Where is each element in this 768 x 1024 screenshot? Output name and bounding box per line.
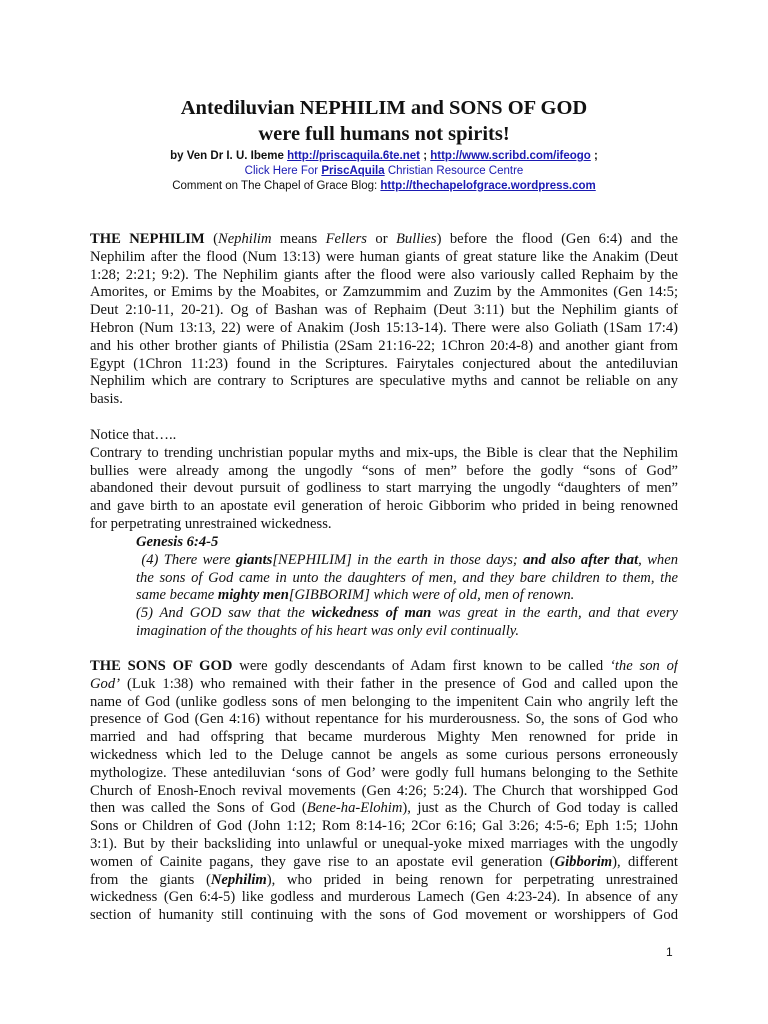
nephilim-paragraph	[90, 231, 678, 409]
sons-line: wickedness which led to the Deluge cannot be angels as some curious persons erroneously	[90, 746, 678, 763]
nephilim-line: THE NEPHILIM (Nephilim means Fellers or Bullies) before the flood (Gen 6:4) and the	[90, 231, 678, 247]
sons-line: mythologize. These antediluvian ‘sons of God’ were godly full humans belonging to the Sethite	[90, 764, 678, 781]
title-line-2: were full humans not spirits!	[258, 123, 510, 145]
sons-line: Church of Enosh-Enoch revival movements (Gen 4:26; 5:24). The Church that worshipped God	[90, 782, 678, 799]
sons-line: women of Cainite pagans, they gave rise to an apostate evil generation (Gibborim), different	[90, 853, 678, 870]
page-number: 1	[666, 945, 673, 959]
comment-text: Comment on The Chapel of Grace Blog:	[172, 180, 381, 192]
nephilim-line: Amorites, or Emims by the Moabites, or Zamzummim and Zuzim by the Ammonites (Gen 14:5;	[90, 284, 678, 301]
contrary-line: Contrary to trending unchristian popular myths and mix-ups, the Bible is clear that the Nephilim	[90, 444, 678, 461]
comment-line	[0, 179, 768, 194]
sons-line: from the giants (Nephilim), who prided in being renown for perpetrating unrestrained	[90, 871, 678, 888]
author-text: by Ven Dr I. U. Ibeme	[170, 150, 288, 162]
sons-line: THE SONS OF GOD were godly descendants of Adam first known to be called ‘the son of	[90, 658, 678, 674]
sons-line: 3:1). But by their backsliding into unlawful or unequal-yoke mixed marriages with the ungodly	[90, 835, 678, 852]
sons-line: name of God (unlike godless sons of men belonging to the impenitent Cain who angrily left the	[90, 693, 678, 710]
contrary-line: bullies were already among the ungodly “sons of men” before the godly “sons of God”	[90, 462, 678, 479]
quote-line: (4) There were giants[NEPHILIM] in the earth in those days; and also after that, when	[136, 551, 678, 568]
quote-line: (5) And GOD saw that the wickedness of man was great in the earth, and that every	[136, 605, 678, 622]
nephilim-line: Egypt (1Chron 11:23) found in the Scriptures. Fairytales conjectured about the antediluvian	[90, 355, 678, 372]
contrary-line: for perpetrating unrestrained wickedness.	[90, 515, 332, 532]
notice-paragraph	[90, 427, 678, 534]
nephilim-line: 1:28; 2:21; 9:2). The Nephilim giants after the flood were also variously called Rephaim by the	[90, 266, 678, 283]
scribd-link[interactable]: http://www.scribd.com/ifeogo	[430, 150, 591, 162]
sons-line: God’ (Luk 1:38) who remained with their father in the presence of God and called upon the	[90, 675, 678, 692]
nephilim-line: Nephilim which are contrary to Scriptures are speculative myths and cannot be reliable on any	[90, 373, 678, 390]
sons-of-god-paragraph	[90, 658, 678, 925]
blog-link[interactable]: http://thechapelofgrace.wordpress.com	[380, 180, 596, 192]
sons-line: then was called the Sons of God (Bene-ha-Elohim), just as the Church of God today is called	[90, 800, 678, 817]
nephilim-line: Hebron (Num 13:13, 22) were of Anakim (Josh 15:13-14). There were also Goliath (1Sam 17:4)	[90, 319, 678, 336]
genesis-quote	[136, 534, 678, 641]
click-here-text: Click Here For	[244, 165, 322, 177]
author-line	[0, 149, 768, 164]
resource-centre-text: Christian Resource Centre	[384, 165, 524, 177]
sons-line: presence of God (Gen 4:16) without repentance for his murderousness. So, the sons of God who	[90, 711, 678, 728]
nephilim-line: Deut 2:10-11, 20-21). Og of Bashan was of Rephaim (Deut 3:11) but the Nephilim giants of	[90, 302, 678, 319]
quote-line: same became mighty men[GIBBORIM] which were of old, men of renown.	[136, 587, 575, 604]
quote-line: imagination of the thoughts of his heart was only evil continually.	[136, 622, 520, 639]
resource-line	[0, 164, 768, 179]
sons-line: wickedness (Gen 6:4-5) like godless and murderous Lamech (Gen 4:23-24). In absence of any	[90, 889, 678, 906]
author-line-end: ;	[590, 150, 598, 162]
priscaquila-resource-link[interactable]: PriscAquila	[321, 165, 385, 177]
sons-line: section of humanity still continuing with the sons of God movement or worshippers of God	[90, 907, 678, 924]
document-title	[0, 95, 768, 147]
contrary-line: abandoned their devout pursuit of godliness to start marrying the ungodly “daughters of men”	[90, 480, 678, 497]
notice-line: Notice that…..	[90, 427, 177, 443]
sons-line: Sons or Children of God (John 1:12; Rom 8:14-16; 2Cor 6:16; Gal 3:26; 4:5-6; Eph 1:5; 1John	[90, 818, 678, 835]
link-separator: ;	[420, 150, 431, 162]
quote-line: the sons of God came in unto the daughters of men, and they bare children to them, the	[136, 569, 678, 586]
title-line-1: Antediluvian NEPHILIM and SONS OF GOD	[180, 97, 588, 119]
sons-line: married and had offspring that became murderous Mighty Men renowned for pride in	[90, 729, 678, 746]
nephilim-line: basis.	[90, 391, 123, 408]
quote-heading: Genesis 6:4-5	[136, 534, 219, 550]
contrary-line: and gave birth to an apostate evil generation of heroic Gibborim who prided in being renowned	[90, 498, 678, 515]
nephilim-line: Nephilim after the flood (Num 13:13) were human giants of great stature like the Anakim (Deut	[90, 248, 678, 265]
byline	[0, 149, 768, 194]
priscaquila-link[interactable]: http://priscaquila.6te.net	[287, 150, 421, 162]
nephilim-line: and his other brother giants of Philistia (2Sam 21:16-22; 1Chron 20:4-8) and another giant from	[90, 337, 678, 354]
